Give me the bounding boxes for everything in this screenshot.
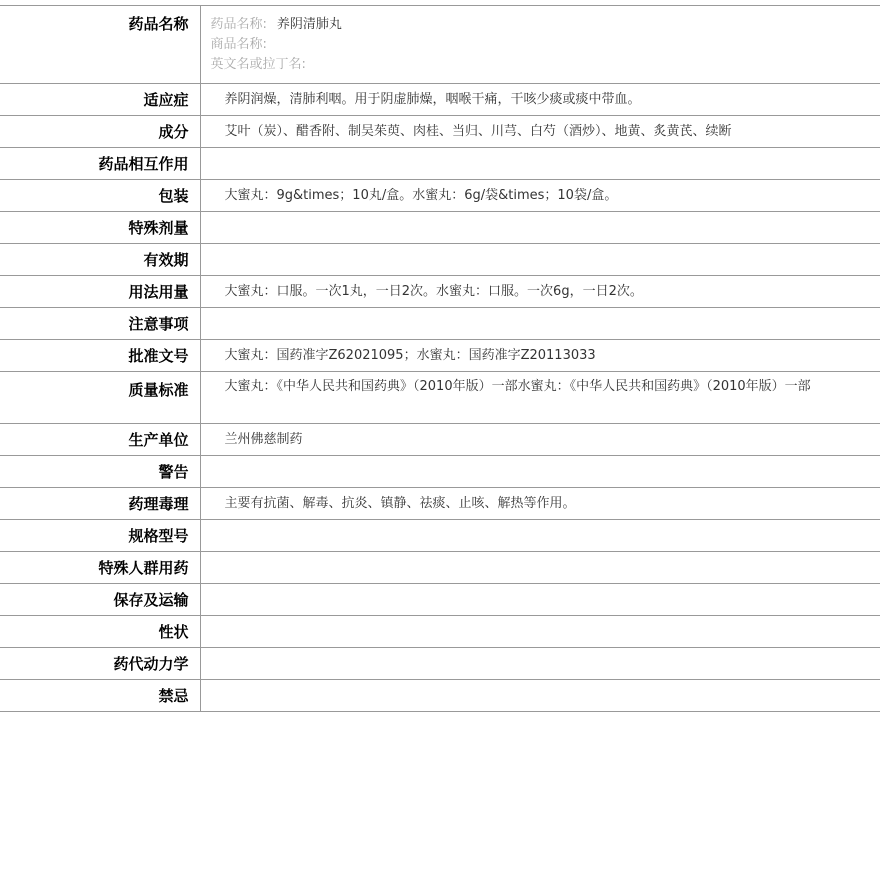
- row-label: 有效期: [0, 244, 200, 276]
- row-label: 适应症: [0, 84, 200, 116]
- row-storage-transport: [0, 584, 880, 616]
- row-value: [200, 148, 880, 180]
- row-approval-number: [0, 340, 880, 372]
- english-name-label: 英文名或拉丁名:: [210, 57, 306, 72]
- row-label: 质量标准: [0, 372, 200, 424]
- row-value: 艾叶（炭）、醋香附、制吴茱萸、肉桂、当归、川芎、白芍（酒炒）、地黄、炙黄芪、续断: [200, 116, 880, 148]
- row-label: 警告: [0, 456, 200, 488]
- row-quality-standard: [0, 372, 880, 424]
- row-contraindications: [0, 680, 880, 712]
- row-value: [200, 552, 880, 584]
- row-label: 成分: [0, 116, 200, 148]
- row-ingredients: [0, 116, 880, 148]
- row-value: 养阴润燥，清肺利咽。用于阴虚肺燥，咽喉干痛，干咳少痰或痰中带血。: [200, 84, 880, 116]
- generic-name-value: 养阴清肺丸: [276, 17, 342, 32]
- row-specification: [0, 520, 880, 552]
- generic-name-label: 药品名称:: [210, 17, 267, 32]
- row-label: 性状: [0, 616, 200, 648]
- drug-info-table: [0, 5, 880, 712]
- row-value: 大蜜丸：9g&times；10丸/盒。水蜜丸：6g/袋&times；10袋/盒。: [200, 180, 880, 212]
- row-value: [200, 520, 880, 552]
- row-value: [200, 308, 880, 340]
- row-value: 大蜜丸：国药准字Z62021095；水蜜丸：国药准字Z20113033: [200, 340, 880, 372]
- row-value: [200, 648, 880, 680]
- row-value: 大蜜丸：《中华人民共和国药典》（2010年版）一部水蜜丸：《中华人民共和国药典》（2010年版）一部: [200, 372, 880, 424]
- drug-name-cell: [200, 6, 880, 84]
- row-pharmacology: [0, 488, 880, 520]
- row-label: 保存及运输: [0, 584, 200, 616]
- trade-name-label: 商品名称:: [210, 37, 267, 52]
- row-label: 特殊剂量: [0, 212, 200, 244]
- row-label: 批准文号: [0, 340, 200, 372]
- row-interactions: [0, 148, 880, 180]
- row-label: 禁忌: [0, 680, 200, 712]
- row-label: 特殊人群用药: [0, 552, 200, 584]
- row-packaging: [0, 180, 880, 212]
- row-value: [200, 616, 880, 648]
- row-appearance: [0, 616, 880, 648]
- row-label: 注意事项: [0, 308, 200, 340]
- row-label: 药品名称: [0, 6, 200, 84]
- row-value: [200, 584, 880, 616]
- row-label: 包装: [0, 180, 200, 212]
- row-label: 药理毒理: [0, 488, 200, 520]
- trade-name-line: [211, 35, 875, 55]
- generic-name-line: [211, 15, 875, 35]
- row-pharmacokinetics: [0, 648, 880, 680]
- row-value: [200, 680, 880, 712]
- row-manufacturer: [0, 424, 880, 456]
- row-label: 药代动力学: [0, 648, 200, 680]
- drug-info-sheet: [0, 5, 880, 712]
- row-warning: [0, 456, 880, 488]
- row-value: [200, 456, 880, 488]
- row-value: [200, 212, 880, 244]
- row-label: 药品相互作用: [0, 148, 200, 180]
- row-special-dosage: [0, 212, 880, 244]
- row-usage-dosage: [0, 276, 880, 308]
- row-value: [200, 244, 880, 276]
- row-label: 用法用量: [0, 276, 200, 308]
- row-value: 主要有抗菌、解毒、抗炎、镇静、祛痰、止咳、解热等作用。: [200, 488, 880, 520]
- row-precautions: [0, 308, 880, 340]
- row-special-populations: [0, 552, 880, 584]
- row-value: 大蜜丸：口服。一次1丸，一日2次。水蜜丸：口服。一次6g，一日2次。: [200, 276, 880, 308]
- row-label: 生产单位: [0, 424, 200, 456]
- row-drug-name: [0, 6, 880, 84]
- english-name-line: [211, 55, 875, 75]
- row-shelf-life: [0, 244, 880, 276]
- row-label: 规格型号: [0, 520, 200, 552]
- row-value: 兰州佛慈制药: [200, 424, 880, 456]
- row-indications: [0, 84, 880, 116]
